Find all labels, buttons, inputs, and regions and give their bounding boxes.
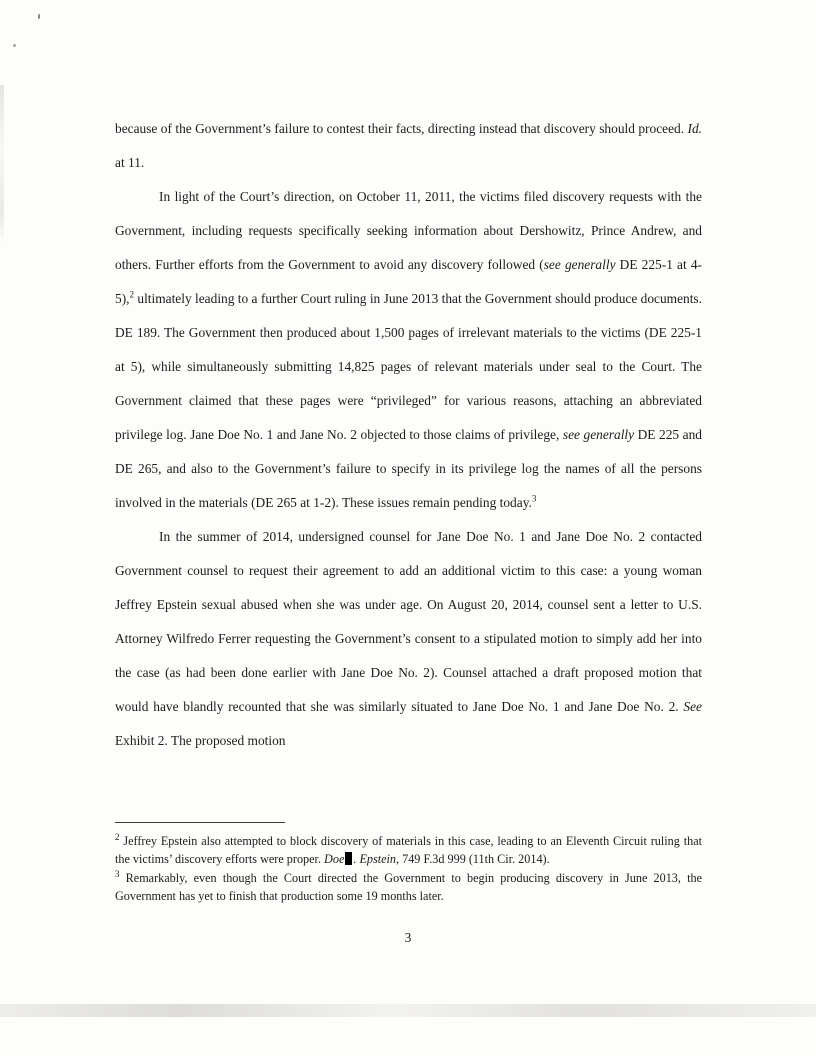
footnote-section [115,822,702,905]
footnote-3: $^3$ Remarkably, even though the Court directed the Government to begin producing discovery in June 2013, the Government has yet to finish that production some 19 months later. [115,868,702,903]
page-number: 3 [404,930,412,945]
paragraph-continuation: because of the Government’s failure to contest their facts, directing instead that discovery should proceed. Id. at 11. [115,121,702,170]
footnote-2: $^2$ Jeffrey Epstein also attempted to block discovery of materials in this case, leading to an Eleventh Circuit ruling that the victims’ discovery efforts were proper. Doe . Epstein, 749 F.3d 999 (11th Cir. 2014). [115,831,702,867]
paragraph-discovery-history: In light of the Court’s direction, on October 11, 2011, the victims filed discovery requests with the Government, including requests specifically seeking information about Dershowitz, Prince Andrew, and others. Further efforts from the Government to avoid any discovery followed (see generally DE 225-1 at 4-5),$^2$ ultimately leading to a further Court ruling in June 2013 that the Government should produce documents. DE 189. The Government then produced about 1,500 pages of irrelevant materials to the victims (DE 225-1 at 5), while simultaneously submitting 14,825 pages of relevant materials under seal to the Court. The Government claimed that these pages were “privileged” for various reasons, attaching an abbreviated privilege log. Jane Doe No. 1 and Jane No. 2 objected to those claims of privilege, see generally DE 225 and DE 265, and also to the Government’s failure to specify in its privilege log the names of all the persons involved in the materials (DE 265 at 1-2). These issues remain pending today.$^3$ [115,189,702,510]
paragraph-additional-victim: In the summer of 2014, undersigned counsel for Jane Doe No. 1 and Jane Doe No. 2 contacted Government counsel to request their agreement to add an additional victim to this case: a young woman Jeffrey Epstein sexual abused when she was under age. On August 20, 2014, counsel sent a letter to U.S. Attorney Wilfredo Ferrer requesting the Government’s consent to a stipulated motion to simply add her into the case (as had been done earlier with Jane Doe No. 2). Counsel attached a draft proposed motion that would have blandly recounted that she was similarly situated to Jane Doe No. 1 and Jane Doe No. 2. See Exhibit 2. The proposed motion [115,529,702,748]
scan-artifact-mark [13,44,16,47]
footnote-separator [115,822,285,823]
scan-artifact-edge [0,85,4,245]
document-body [115,112,702,758]
redaction-box [345,852,352,865]
scan-artifact-mark [38,14,40,19]
scan-artifact-band [0,1004,816,1017]
